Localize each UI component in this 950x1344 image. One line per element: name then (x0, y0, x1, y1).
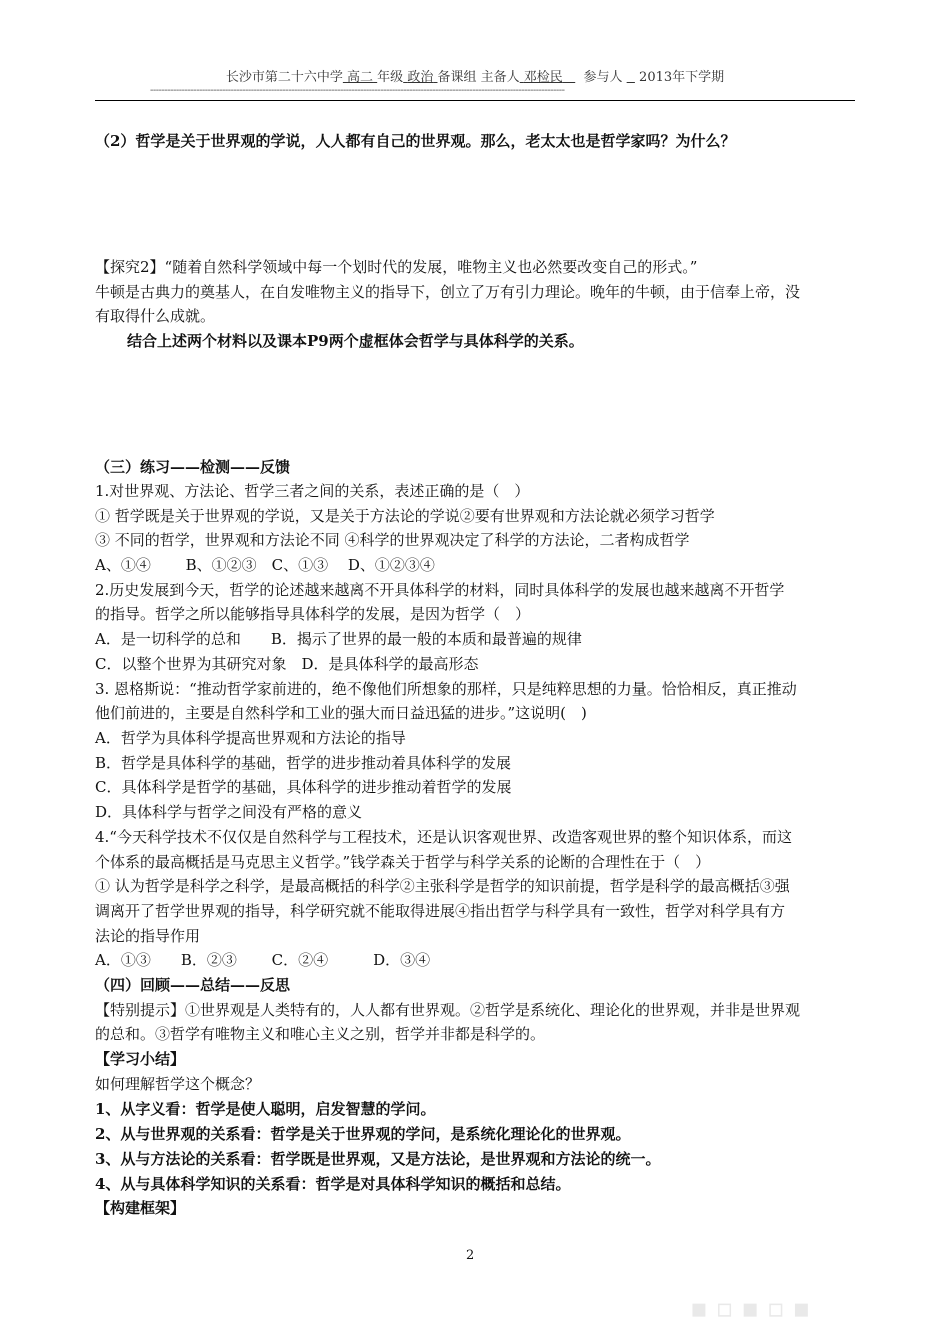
special-tip-line-2: 的总和。③哲学有唯物主义和唯心主义之别，哲学并非都是科学的。 (95, 1025, 546, 1043)
exercise-3-option-a: A．哲学为具体科学提高世界观和方法论的指导 (95, 729, 406, 747)
exercise-4-question-line-2: 个体系的最高概括是马克思主义哲学。”钱学森关于哲学与科学关系的论断的合理性在于（ ） (95, 853, 711, 871)
exercise-1-statement-line-1: ① 哲学既是关于世界观的学说，又是关于方法论的学说②要有世界观和方法论就必须学习哲学 (95, 507, 715, 525)
header-term: 2013年下学期 (639, 70, 725, 85)
exercise-4-statement-line-3: 法论的指导作用 (95, 927, 201, 945)
page-number: 2 (466, 1248, 475, 1263)
exercise-3-option-c: C．具体科学是哲学的基础，具体科学的进步推动着哲学的发展 (95, 778, 512, 796)
framework-heading: 【构建框架】 (95, 1199, 186, 1217)
section-4-heading: （四）回顾——总结——反思 (95, 976, 291, 994)
header-author-label: 主备人 (480, 70, 520, 85)
exercise-1-statement-line-2: ③ 不同的哲学，世界观和方法论不同 ④科学的世界观决定了科学的方法论，二者构成哲学 (95, 531, 690, 549)
header-school: 长沙市第二十六中学 (225, 70, 343, 85)
summary-point-3: 3、从与方法论的关系看：哲学既是世界观，又是方法论，是世界观和方法论的统一。 (95, 1150, 661, 1168)
exercise-2-options-cd: C．以整个世界为其研究对象 D．是具体科学的最高形态 (95, 655, 479, 673)
exercise-4-question-line-1: 4.“今天科学技术不仅仅是自然科学与工程技术，还是认识客观世界、改造客观世界的整个知识体系，而这 (95, 828, 792, 846)
watermark: ▪▫▪▫▪ (690, 1294, 819, 1324)
section-3-heading: （三）练习——检测——反馈 (95, 458, 291, 476)
header-grade: 高二 (347, 70, 374, 85)
explore-2-material-line-2: 有取得什么成就。 (95, 307, 216, 325)
header-participants-label: 参与人 (583, 70, 623, 85)
header-dashed-line: ------------------------------------------------------------------------------------------------------------------------------------------------ (150, 85, 565, 96)
exercise-4-statement-line-1: ① 认为哲学是科学之科学，是最高概括的科学②主张科学是哲学的知识前提，哲学是科学的最高概括③强 (95, 877, 790, 895)
explore-2-heading: 【探究2】“随着自然科学领域中每一个划时代的发展，唯物主义也必然要改变自己的形式。” (95, 258, 698, 276)
summary-point-4: 4、从与具体科学知识的关系看：哲学是对具体科学知识的概括和总结。 (95, 1175, 571, 1193)
page-header (150, 66, 800, 85)
header-group-label: 备课组 (437, 70, 477, 85)
question-2: （2）哲学是关于世界观的学说，人人都有自己的世界观。那么，老太太也是哲学家吗？为什么？ (95, 132, 736, 150)
summary-point-2: 2、从与世界观的关系看：哲学是关于世界观的学问，是系统化理论化的世界观。 (95, 1125, 631, 1143)
exercise-3-question-line-2: 他们前进的，主要是自然科学和工业的强大而日益迅猛的进步。”这说明( ) (95, 704, 587, 722)
exercise-2-options-ab: A．是一切科学的总和 B．揭示了世界的最一般的本质和最普遍的规律 (95, 630, 582, 648)
exercise-3-question-line-1: 3. 恩格斯说：“推动哲学家前进的，绝不像他们所想象的那样，只是纯粹思想的力量。恰恰相反，真正推动 (95, 680, 797, 698)
exercise-4-statement-line-2: 调离开了哲学世界观的指导，科学研究就不能取得进展④指出哲学与科学具有一致性，哲学对科学具有方 (95, 902, 786, 920)
header-author: 邓检民 (523, 70, 563, 85)
exercise-3-option-b: B．哲学是具体科学的基础，哲学的进步推动着具体科学的发展 (95, 754, 512, 772)
summary-question: 如何理解哲学这个概念？ (95, 1075, 261, 1093)
special-tip-line-1: 【特别提示】①世界观是人类特有的，人人都有世界观。②哲学是系统化、理论化的世界观，并非是世界观 (95, 1001, 801, 1019)
exercise-4-options: A．①③ B．②③ C．②④ D．③④ (95, 951, 431, 969)
exercise-1-options: A、①④ B、①②③ C、①③ D、①②③④ (95, 556, 435, 574)
summary-point-1: 1、从字义看：哲学是使人聪明，启发智慧的学问。 (95, 1100, 436, 1118)
explore-2-task: 结合上述两个材料以及课本P9两个虚框体会哲学与具体科学的关系。 (127, 332, 584, 350)
header-rule (95, 100, 855, 101)
exercise-2-question-line-1: 2.历史发展到今天，哲学的论述越来越离不开具体科学的材料，同时具体科学的发展也越来越离不开哲学 (95, 581, 785, 599)
summary-heading: 【学习小结】 (95, 1050, 186, 1068)
exercise-2-question-line-2: 的指导。哲学之所以能够指导具体科学的发展，是因为哲学（ ） (95, 605, 531, 623)
exercise-1-question: 1.对世界观、方法论、哲学三者之间的关系，表述正确的是（ ） (95, 482, 530, 500)
explore-2-material-line-1: 牛顿是古典力的奠基人，在自发唯物主义的指导下，创立了万有引力理论。晚年的牛顿，由于信奉上帝，没 (95, 283, 801, 301)
header-grade-suffix: 年级 (377, 70, 404, 85)
header-subject: 政治 (407, 70, 434, 85)
exercise-3-option-d: D．具体科学与哲学之间没有严格的意义 (95, 803, 363, 821)
